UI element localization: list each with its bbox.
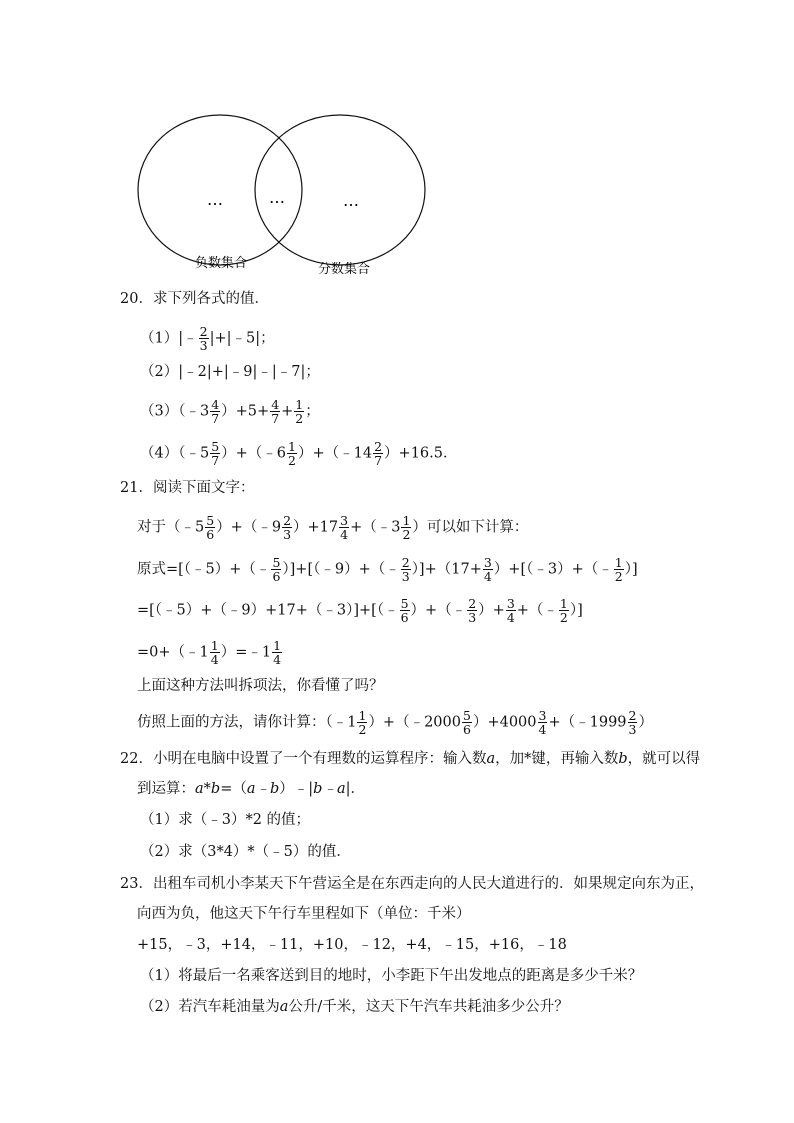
q21-line1: 对于（﹣5 $\frac{5}{6}$ ）+（﹣9 $\frac{2}{3}$ ）+17 $\frac{3}{4}$ +（﹣3 $\frac{1}{2}$ ）可以如下计算： xyxy=(137,513,529,542)
q23-line2: 向西为负，他这天下午行车里程如下（单位：千米） xyxy=(137,906,471,922)
q23-line1: 23．出租车司机小李某天下午营运全是在东西走向的人民大道进行的．如果规定向东为正， xyxy=(120,876,704,892)
fraction: $\frac{1}{4}$ xyxy=(273,638,282,667)
q22-part1: （1）求（﹣3）*2 的值； xyxy=(140,812,311,828)
left-dots: … xyxy=(207,190,223,209)
fraction: $\frac{2}{7}$ xyxy=(374,439,383,468)
fraction: $\frac{2}{3}$ xyxy=(628,708,637,737)
q23-line3: +15，﹣3，+14，﹣11，+10，﹣12，+4，﹣15，+16，﹣18 xyxy=(137,937,567,953)
fraction: $\frac{5}{6}$ xyxy=(400,596,409,625)
q20-part3: （3）（﹣3 $\frac{4}{7}$ ）+5+ $\frac{4}{7}$ + $\frac{1}{2}$ ； xyxy=(140,397,320,426)
fraction: $\frac{5}{6}$ xyxy=(272,555,281,584)
fraction: $\frac{2}{3}$ xyxy=(283,513,292,542)
middle-dots: … xyxy=(269,188,285,207)
fraction: $\frac{2}{3}$ xyxy=(199,324,208,353)
fraction: $\frac{5}{6}$ xyxy=(463,708,471,737)
fraction: $\frac{5}{7}$ xyxy=(211,439,220,468)
q21-line5: 上面这种方法叫拆项法，你看懂了吗？ xyxy=(137,678,384,694)
q20-part2: （2）|﹣2|+|﹣9|﹣|﹣7|； xyxy=(140,364,320,380)
venn-diagram xyxy=(0,0,794,290)
q21-line4: =0+（﹣1 $\frac{1}{4}$ ）=﹣1 $\frac{1}{4}$ xyxy=(137,638,282,667)
fraction-set-label: 分数集合 xyxy=(318,262,371,277)
q21-line2: 原式=[（﹣5）+（﹣ $\frac{5}{6}$ ）]+[（﹣9）+（﹣ $\frac{2}{3}$ ）]+（17+ $\frac{3}{4}$ ）+[（﹣3）+（﹣ $\frac{1}{2}$ ）] xyxy=(137,555,638,584)
fraction: $\frac{1}{2}$ xyxy=(402,513,411,542)
q20-part4: （4）（﹣5 $\frac{5}{7}$ ）+（﹣6 $\frac{1}{2}$ ）+（﹣14 $\frac{2}{7}$ ）+16.5． xyxy=(140,439,458,468)
fraction: $\frac{1}{2}$ xyxy=(559,596,568,625)
q22-part2: （2）求（3*4）*（﹣5）的值． xyxy=(140,844,351,860)
q21-line3: =[（﹣5）+（﹣9）+17+（﹣3）]+[（﹣ $\frac{5}{6}$ ）+（﹣ $\frac{2}{3}$ ）+ $\frac{3}{4}$ +（﹣ $\frac{1}{2}$ ）] xyxy=(137,596,583,625)
q22-line1: 22．小明在电脑中设置了一个有理数的运算程序：输入数a，加*键，再输入数b，就可以得 xyxy=(120,751,701,767)
fraction: $\frac{4}{7}$ xyxy=(211,397,220,426)
fraction: $\frac{2}{3}$ xyxy=(468,596,477,625)
fraction: $\frac{3}{4}$ xyxy=(506,596,515,625)
negative-set-label: 负数集合 xyxy=(195,256,248,271)
q20-stem: 20．求下列各式的值． xyxy=(120,291,269,307)
q21-line6: 仿照上面的方法，请你计算：（﹣1 $\frac{1}{2}$ ）+（﹣2000 $\frac{5}{6}$ ）+4000 $\frac{3}{4}$ +（﹣1999 $\frac{2}{3}$ ） xyxy=(137,708,653,737)
q22-line2: 到运算：a*b=（a﹣b）﹣|b﹣a|． xyxy=(137,781,365,797)
q21-stem: 21．阅读下面文字： xyxy=(120,480,255,496)
right-dots: … xyxy=(343,191,359,210)
fraction: $\frac{2}{3}$ xyxy=(401,555,410,584)
fraction: $\frac{4}{7}$ xyxy=(271,397,280,426)
q23-part1: （1）将最后一名乘客送到目的地时，小李距下午出发地点的距离是多少千米？ xyxy=(140,968,643,984)
fraction: $\frac{3}{4}$ xyxy=(483,555,492,584)
fraction: $\frac{3}{4}$ xyxy=(340,513,349,542)
q20-part1: （1）|﹣ $\frac{2}{3}$ |+|﹣5|； xyxy=(140,324,275,353)
fraction: $\frac{1}{2}$ xyxy=(295,397,304,426)
fraction: $\frac{3}{4}$ xyxy=(538,708,547,737)
fraction: $\frac{1}{2}$ xyxy=(358,708,367,737)
fraction: $\frac{5}{6}$ xyxy=(206,513,215,542)
fraction: $\frac{1}{2}$ xyxy=(614,555,623,584)
fraction: $\frac{1}{4}$ xyxy=(210,638,219,667)
q23-part2: （2）若汽车耗油量为a公升/千米，这天下午汽车共耗油多少公升？ xyxy=(140,999,569,1015)
fraction: $\frac{1}{2}$ xyxy=(288,439,296,468)
